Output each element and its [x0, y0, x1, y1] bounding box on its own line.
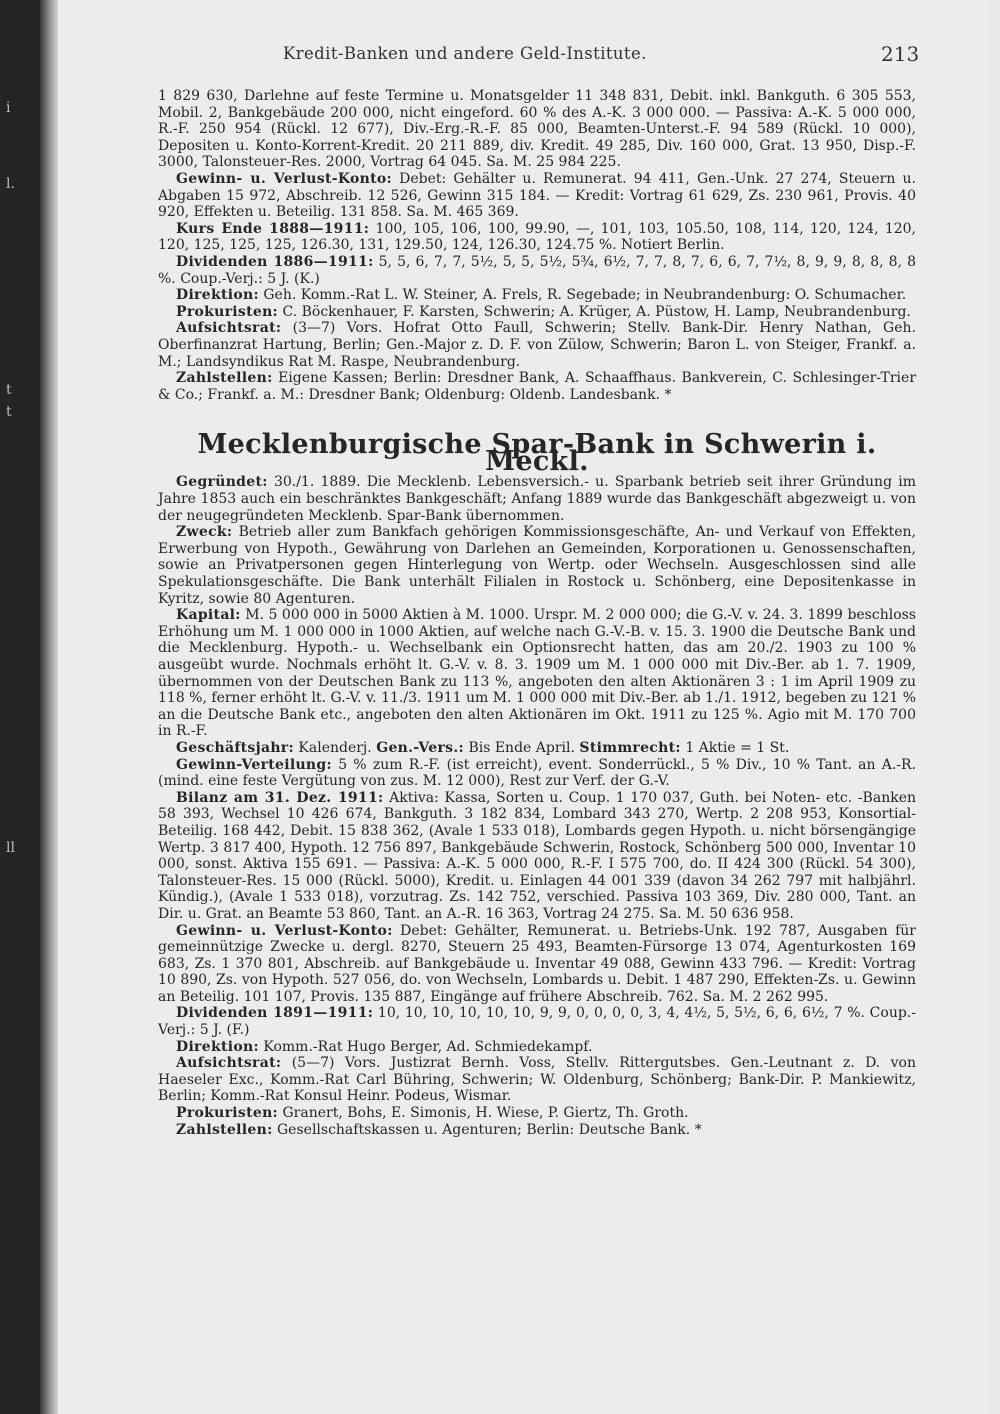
- profit-loss-paragraph: Gewinn- u. Verlust-Konto: Debet: Gehälter u. Remunerat. 94 411, Gen.-Unk. 27 274, Steuern u. Abgaben 15 972, Abschreib. 12 526, Gewinn 315 184. — Kredit: Vortrag 61 629, Zs. 230 961, Provis. 40 920, Effekten u. Beteilig. 131 858. Sa. M. 465 369.: [158, 170, 916, 221]
- authorized-officers-paragraph: Prokuristen: C. Böckenhauer, F. Karsten, Schwerin; A. Krüger, A. Püstow, H. Lamp, Neubrandenburg.: [176, 303, 911, 320]
- margin-mark: ll: [6, 840, 15, 856]
- left-margin-marks: [0, 0, 46, 1414]
- profit-distribution-paragraph: Gewinn-Verteilung: 5 % zum R.-F. (ist erreicht), event. Sonderrückl., 5 % Div., 10 % Tant. an A.-R. (mind. eine feste Vergütung von zus. M. 12 000), Rest zur Verf. der G.-V.: [158, 756, 916, 790]
- supervisory-board-paragraph: Aufsichtsrat: (5—7) Vors. Justizrat Bernh. Voss, Stellv. Rittergutsbes. Gen.-Leutnant z. D. von Haeseler Exc., Komm.-Rat Carl Bühring, Schwerin; W. Oldenburg, Schönberg; Bank-Dir. P. Mankiewitz, Berlin; Komm.-Rat Konsul Heinr. Podeus, Wismar.: [158, 1055, 916, 1105]
- board-paragraph: Direktion: Komm.-Rat Hugo Berger, Ad. Schmiedekampf.: [176, 1038, 593, 1055]
- page-number: 213: [881, 42, 920, 66]
- supervisory-board-paragraph: Aufsichtsrat: (3—7) Vors. Hofrat Otto Faull, Schwerin; Stellv. Bank-Dir. Henry Nathan, Geh. Oberfinanzrat Hartung, Berlin; Gen.-Major z. D. F. von Zülow, Schwerin; Baron L. von Steiger, Frankf. a. M.; Landsyndikus Rat M. Raspe, Neubrandenburg.: [158, 320, 916, 370]
- balance-continuation: 1 829 630, Darlehne auf feste Termine u. Monatsgelder 11 348 831, Debit. inkl. Bankguth. 6 305 553, Mobil. 2, Bankgebäude 200 000, nicht eingeford. 60 % des A.-K. 3 000 000. — Passiva: A.-K. 5 000 000, R.-F. 250 954 (Rückl. 12 677), Div.-Erg.-R.-F. 85 000, Beamten-Unterst.-F. 94 589 (Rückl. 10 000), Depositen u. Konto-Korrent-Kredit. 20 211 889, div. Kredit. 49 285, Div. 160 000, Grat. 13 950, Disp.-F. 3000, Talonsteuer-Res. 2000, Vortrag 64 045. Sa. M. 25 984 225.: [158, 88, 916, 171]
- quotation-paragraph: Kurs Ende 1888—1911: 100, 105, 106, 100, 99.90, —, 101, 103, 105.50, 108, 114, 120, 124, 120, 120, 125, 125, 125, 126.30, 131, 129.50, 124, 126.30, 124.75 %. Notiert Berlin.: [158, 220, 916, 254]
- previous-entry: [158, 88, 916, 403]
- book-page: [58, 0, 988, 1414]
- board-paragraph: Direktion: Geh. Komm.-Rat L. W. Steiner, A. Frels, R. Segebade; in Neubrandenburg: O. Schumacher.: [176, 287, 907, 304]
- page-body: [158, 88, 916, 1138]
- margin-mark: t: [6, 404, 12, 420]
- profit-loss-paragraph: Gewinn- u. Verlust-Konto: Debet: Gehälter, Remunerat. u. Betriebs-Unk. 192 787, Ausgaben für gemeinnützige Zwecke u. dergl. 8270, Steuern 25 493, Beamten-Fürsorge 13 074, Agenturkosten 169 683, Zs. 1 370 801, Abschreib. auf Bankgebäude u. Inventar 49 088, Gewinn 433 796. — Kredit: Vortrag 10 890, Zs. von Hypoth. 527 056, do. von Wechseln, Lombards u. Debit. 1 487 290, Effekten-Zs. u. Gewinn an Beteilig. 101 107, Provis. 135 887, Eingänge auf frühere Abschreib. 762. Sa. M. 2 262 995.: [158, 922, 916, 1005]
- founded-paragraph: Gegründet: 30./1. 1889. Die Mecklenb. Lebensversich.- u. Sparbank betrieb seit ihrer Gründung im Jahre 1853 auch ein beschränktes Bankgeschäft; Anfang 1889 wurde das Bankgeschäft abgezweigt u. von der neugegründeten Mecklenb. Spar-Bank übernommen.: [158, 474, 916, 524]
- paying-agents-paragraph: Zahlstellen: Gesellschaftskassen u. Agenturen; Berlin: Deutsche Bank. *: [176, 1121, 702, 1138]
- dividends-paragraph: Dividenden 1891—1911: 10, 10, 10, 10, 10, 10, 9, 9, 0, 0, 0, 0, 3, 4, 4½, 5, 5½, 6, 6, 6½, 7 %. Coup.-Verj.: 5 J. (F.): [158, 1005, 916, 1039]
- margin-mark: l.: [6, 176, 15, 192]
- margin-mark: t: [6, 382, 12, 398]
- purpose-paragraph: Zweck: Betrieb aller zum Bankfach gehörigen Kommissionsgeschäfte, An- und Verkauf von Effekten, Erwerbung von Hypoth., Gewährung von Darlehen an Gemeinden, Korporationen u. Genossenschaften, sowie an Privatpersonen gegen Hinterlegung von Wertp. oder Wechseln. Ausgeschlossen sind alle Spekulationsgeschäfte. Die Bank unterhält Filialen in Rostock u. Schönberg, eine Depositenkasse in Kyritz, sowie 80 Agenturen.: [158, 524, 916, 607]
- capital-paragraph: Kapital: M. 5 000 000 in 5000 Aktien à M. 1000. Urspr. M. 2 000 000; die G.-V. v. 24. 3. 1899 beschloss Erhöhung um M. 1 000 000 in 1000 Aktien, auf welche nach G.-V.-B. v. 15. 3. 1900 die Deutsche Bank und die Mecklenburg. Hypoth.- u. Wechselbank ein Optionsrecht hatten, das am 20./2. 1903 zu 100 % ausgeübt wurde. Nochmals erhöht lt. G.-V. v. 8. 3. 1909 um M. 1 000 000 mit Div.-Ber. ab 1. 7. 1909, übernommen von der Deutschen Bank zu 113 %, angeboten den alten Aktionären 3 : 1 im April 1909 zu 118 %, ferner erhöht lt. G.-V. v. 11./3. 1911 um M. 1 000 000 mit Div.-Ber. ab 1./1. 1912, begeben zu 121 % an die Deutsche Bank etc., angeboten den alten Aktionären im Okt. 1911 zu 125 %. Agio mit M. 170 700 in R.-F.: [158, 607, 917, 740]
- balance-sheet-paragraph: Bilanz am 31. Dez. 1911: Aktiva: Kassa, Sorten u. Coup. 1 170 037, Guth. bei Noten- etc. -Banken 58 393, Wechsel 10 426 674, Bankguth. 3 182 834, Lombard 343 270, Wertp. 2 208 953, Konsortial-Beteilig. 168 442, Debit. 15 838 362, (Avale 1 533 018), Lombards gegen Hypoth. u. nicht börsengängige Wertp. 3 817 400, Hypoth. 12 756 897, Bankgebäude Schwerin, Rostock, Schönberg 500 000, Inventar 10 000, sonst. Aktiva 155 691. — Passiva: A.-K. 5 000 000, R.-F. I 575 700, do. II 424 300 (Rückl. 54 300), Talonsteuer-Res. 15 000 (Rückl. 5000), Kredit. u. Einlagen 44 001 339 (davon 34 262 797 mit halbjährl. Kündig.), (Avale 1 533 018), vorzutrag. Zs. 142 752, verschied. Passiva 103 369, Div. 280 000, Tant. an Dir. u. Grat. an Beamte 53 860, Tant. an A.-R. 16 363, Vortrag 24 275. Sa. M. 50 636 958.: [158, 789, 916, 922]
- bank-entry: [158, 429, 917, 1138]
- entry-title: Mecklenburgische Spar-Bank in Schwerin i. Meckl.: [197, 429, 877, 477]
- running-header: Kredit-Banken und andere Geld-Institute.: [283, 44, 647, 63]
- margin-mark: i: [6, 100, 11, 116]
- authorized-officers-paragraph: Prokuristen: Granert, Bohs, E. Simonis, H. Wiese, P. Giertz, Th. Groth.: [176, 1105, 689, 1122]
- fiscal-year-paragraph: Geschäftsjahr: Kalenderj. Gen.-Vers.: Bis Ende April. Stimmrecht: 1 Aktie = 1 St.: [176, 739, 790, 756]
- dividends-paragraph: Dividenden 1886—1911: 5, 5, 6, 7, 7, 5½, 5, 5, 5½, 5¾, 6½, 7, 7, 8, 7, 6, 6, 7, 7½, 8, 9, 9, 8, 8, 8, 8 %. Coup.-Verj.: 5 J. (K.): [158, 253, 917, 287]
- paying-agents-paragraph: Zahlstellen: Eigene Kassen; Berlin: Dresdner Bank, A. Schaaffhaus. Bankverein, C. Schlesinger-Trier & Co.; Frankf. a. M.: Dresdner Bank; Oldenburg: Oldenb. Landesbank. *: [158, 370, 917, 403]
